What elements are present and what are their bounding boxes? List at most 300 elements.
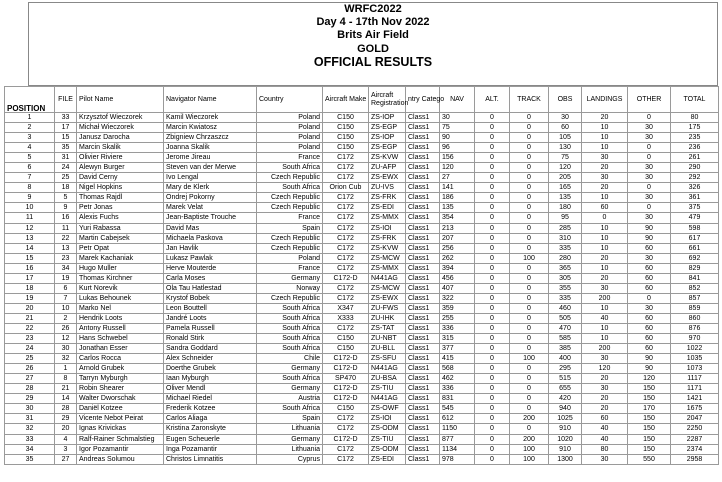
table-row xyxy=(5,313,719,323)
cell-category: Class1 xyxy=(406,384,440,394)
table-row xyxy=(5,303,719,313)
cell-pilot: Petr Opat xyxy=(77,243,164,253)
cell-landings: 30 xyxy=(582,173,628,183)
cell-position: 22 xyxy=(5,323,55,333)
cell-pilot: Tarryn Myburgh xyxy=(77,374,164,384)
cell-track: 100 xyxy=(510,253,549,263)
cell-category: Class1 xyxy=(406,263,440,273)
col-header-country: Country xyxy=(257,87,323,113)
cell-other: 0 xyxy=(628,153,671,163)
cell-navigator: Oliver Mendl xyxy=(164,384,257,394)
cell-track: 0 xyxy=(510,303,549,313)
cell-pilot: Hans Schwebel xyxy=(77,334,164,344)
cell-other: 30 xyxy=(628,193,671,203)
cell-file: 30 xyxy=(55,344,77,354)
cell-alt: 0 xyxy=(475,123,510,133)
cell-track: 200 xyxy=(510,434,549,444)
cell-nav: 568 xyxy=(440,364,475,374)
cell-aircraft-make: SP470 xyxy=(323,374,369,384)
cell-track: 100 xyxy=(510,444,549,454)
cell-total: 2287 xyxy=(671,434,719,444)
cell-category: Class1 xyxy=(406,394,440,404)
cell-country: South Africa xyxy=(257,404,323,414)
cell-nav: 213 xyxy=(440,223,475,233)
cell-registration: ZS-TIU xyxy=(369,434,406,444)
cell-track: 0 xyxy=(510,183,549,193)
cell-aircraft-make: C172 xyxy=(323,213,369,223)
cell-navigator: Carla Moses xyxy=(164,273,257,283)
cell-category: Class1 xyxy=(406,283,440,293)
cell-other: 550 xyxy=(628,454,671,464)
cell-nav: 462 xyxy=(440,374,475,384)
cell-navigator: Ronald Stirk xyxy=(164,334,257,344)
cell-registration: ZU-AFP xyxy=(369,163,406,173)
cell-file: 17 xyxy=(55,123,77,133)
cell-country: Poland xyxy=(257,253,323,263)
cell-obs: 505 xyxy=(549,313,582,323)
cell-other: 90 xyxy=(628,364,671,374)
cell-category: Class1 xyxy=(406,153,440,163)
cell-obs: 365 xyxy=(549,263,582,273)
cell-position: 4 xyxy=(5,143,55,153)
cell-landings: 30 xyxy=(582,153,628,163)
cell-obs: 280 xyxy=(549,253,582,263)
cell-file: 25 xyxy=(55,173,77,183)
cell-pilot: Michał Wieczorek xyxy=(77,123,164,133)
table-row xyxy=(5,153,719,163)
cell-landings: 10 xyxy=(582,323,628,333)
cell-landings: 10 xyxy=(582,223,628,233)
cell-country: South Africa xyxy=(257,313,323,323)
table-row xyxy=(5,434,719,444)
cell-category: Class1 xyxy=(406,253,440,263)
cell-landings: 60 xyxy=(582,203,628,213)
cell-obs: 305 xyxy=(549,273,582,283)
cell-alt: 0 xyxy=(475,133,510,143)
cell-total: 2374 xyxy=(671,444,719,454)
col-header-obs: OBS xyxy=(549,87,582,113)
cell-position: 21 xyxy=(5,313,55,323)
col-header-other: OTHER xyxy=(628,87,671,113)
cell-navigator: David Mas xyxy=(164,223,257,233)
cell-track: 100 xyxy=(510,454,549,464)
cell-category: Class1 xyxy=(406,344,440,354)
table-row xyxy=(5,374,719,384)
cell-nav: 135 xyxy=(440,203,475,213)
cell-alt: 0 xyxy=(475,444,510,454)
cell-obs: 180 xyxy=(549,203,582,213)
cell-file: 12 xyxy=(55,334,77,344)
cell-total: 2958 xyxy=(671,454,719,464)
cell-landings: 10 xyxy=(582,303,628,313)
cell-navigator: Jandré Loots xyxy=(164,313,257,323)
cell-obs: 420 xyxy=(549,394,582,404)
cell-registration: ZS-MCW xyxy=(369,253,406,263)
cell-file: 21 xyxy=(55,384,77,394)
cell-file: 32 xyxy=(55,354,77,364)
cell-position: 32 xyxy=(5,424,55,434)
cell-category: Class1 xyxy=(406,354,440,364)
cell-registration: ZS-SFU xyxy=(369,354,406,364)
cell-total: 236 xyxy=(671,143,719,153)
cell-pilot: Hugo Muller xyxy=(77,263,164,273)
cell-file: 18 xyxy=(55,183,77,193)
cell-track: 0 xyxy=(510,173,549,183)
cell-nav: 186 xyxy=(440,193,475,203)
cell-total: 375 xyxy=(671,203,719,213)
col-header-navigator: Navigator Name xyxy=(164,87,257,113)
cell-registration: ZS-ODM xyxy=(369,444,406,454)
cell-total: 361 xyxy=(671,193,719,203)
cell-other: 0 xyxy=(628,183,671,193)
table-row xyxy=(5,163,719,173)
table-row xyxy=(5,283,719,293)
cell-obs: 295 xyxy=(549,364,582,374)
cell-obs: 335 xyxy=(549,243,582,253)
cell-total: 1117 xyxy=(671,374,719,384)
cell-aircraft-make: Orion Cub xyxy=(323,183,369,193)
cell-pilot: Marko Nel xyxy=(77,303,164,313)
cell-aircraft-make: C172 xyxy=(323,414,369,424)
cell-file: 11 xyxy=(55,223,77,233)
cell-registration: ZS-KVW xyxy=(369,243,406,253)
cell-position: 27 xyxy=(5,374,55,384)
cell-alt: 0 xyxy=(475,323,510,333)
cell-alt: 0 xyxy=(475,223,510,233)
cell-alt: 0 xyxy=(475,243,510,253)
cell-nav: 315 xyxy=(440,334,475,344)
cell-category: Class1 xyxy=(406,213,440,223)
cell-alt: 0 xyxy=(475,173,510,183)
cell-track: 0 xyxy=(510,223,549,233)
table-row xyxy=(5,454,719,464)
cell-pilot: Thomas Rajdl xyxy=(77,193,164,203)
cell-other: 60 xyxy=(628,273,671,283)
cell-category: Class1 xyxy=(406,223,440,233)
cell-nav: 336 xyxy=(440,384,475,394)
cell-country: South Africa xyxy=(257,303,323,313)
cell-nav: 545 xyxy=(440,404,475,414)
cell-total: 2250 xyxy=(671,424,719,434)
cell-obs: 135 xyxy=(549,193,582,203)
cell-obs: 470 xyxy=(549,323,582,333)
cell-country: Chile xyxy=(257,354,323,364)
cell-nav: 831 xyxy=(440,394,475,404)
cell-aircraft-make: C172 xyxy=(323,223,369,233)
cell-aircraft-make: C172 xyxy=(323,263,369,273)
cell-other: 30 xyxy=(628,123,671,133)
cell-country: Czech Republic xyxy=(257,193,323,203)
cell-navigator: Kristina Zaronskyte xyxy=(164,424,257,434)
cell-obs: 910 xyxy=(549,444,582,454)
cell-pilot: Martin Cabejsek xyxy=(77,233,164,243)
cell-other: 0 xyxy=(628,293,671,303)
table-row xyxy=(5,233,719,243)
cell-obs: 1025 xyxy=(549,414,582,424)
cell-country: Cyprus xyxy=(257,454,323,464)
cell-obs: 310 xyxy=(549,233,582,243)
cell-obs: 30 xyxy=(549,113,582,123)
cell-navigator: Jerome Jireau xyxy=(164,153,257,163)
cell-alt: 0 xyxy=(475,163,510,173)
cell-pilot: Kurt Norevik xyxy=(77,283,164,293)
cell-aircraft-make: C172 xyxy=(323,323,369,333)
cell-landings: 10 xyxy=(582,133,628,143)
cell-position: 19 xyxy=(5,293,55,303)
cell-obs: 205 xyxy=(549,173,582,183)
cell-track: 0 xyxy=(510,263,549,273)
cell-total: 661 xyxy=(671,243,719,253)
cell-navigator: Ondrej Pokorny xyxy=(164,193,257,203)
cell-track: 0 xyxy=(510,424,549,434)
cell-nav: 322 xyxy=(440,293,475,303)
cell-obs: 585 xyxy=(549,334,582,344)
cell-nav: 415 xyxy=(440,354,475,364)
table-row xyxy=(5,253,719,263)
cell-alt: 0 xyxy=(475,273,510,283)
cell-other: 90 xyxy=(628,354,671,364)
cell-pilot: Marek Kachaniak xyxy=(77,253,164,263)
cell-nav: 156 xyxy=(440,153,475,163)
cell-alt: 0 xyxy=(475,183,510,193)
cell-category: Class1 xyxy=(406,414,440,424)
cell-aircraft-make: C150 xyxy=(323,133,369,143)
event-class: GOLD xyxy=(357,42,389,55)
cell-aircraft-make: C172-D xyxy=(323,354,369,364)
cell-navigator: Michael Riedel xyxy=(164,394,257,404)
cell-total: 857 xyxy=(671,293,719,303)
cell-aircraft-make: C172-D xyxy=(323,434,369,444)
cell-aircraft-make: C150 xyxy=(323,404,369,414)
cell-other: 90 xyxy=(628,223,671,233)
cell-file: 3 xyxy=(55,444,77,454)
event-day: Day 4 - 17th Nov 2022 xyxy=(316,16,430,29)
cell-alt: 0 xyxy=(475,344,510,354)
cell-aircraft-make: C172 xyxy=(323,253,369,263)
cell-file: 7 xyxy=(55,293,77,303)
cell-total: 970 xyxy=(671,334,719,344)
table-row xyxy=(5,293,719,303)
cell-aircraft-make: C172-D xyxy=(323,384,369,394)
cell-total: 692 xyxy=(671,253,719,263)
cell-track: 0 xyxy=(510,364,549,374)
cell-position: 23 xyxy=(5,334,55,344)
table-row xyxy=(5,344,719,354)
cell-registration: ZS-IOP xyxy=(369,133,406,143)
cell-registration: ZS-IOP xyxy=(369,113,406,123)
cell-position: 1 xyxy=(5,113,55,123)
cell-obs: 95 xyxy=(549,213,582,223)
col-header-aircraft-make: Aircraft Make xyxy=(323,87,369,113)
cell-obs: 655 xyxy=(549,384,582,394)
cell-registration: ZS-EGP xyxy=(369,143,406,153)
table-header-row xyxy=(5,87,719,113)
cell-landings: 10 xyxy=(582,123,628,133)
cell-other: 150 xyxy=(628,434,671,444)
cell-track: 0 xyxy=(510,313,549,323)
cell-file: 10 xyxy=(55,303,77,313)
table-row xyxy=(5,173,719,183)
cell-landings: 20 xyxy=(582,273,628,283)
cell-total: 1073 xyxy=(671,364,719,374)
results-header xyxy=(28,2,718,86)
cell-aircraft-make: C172 xyxy=(323,454,369,464)
cell-other: 120 xyxy=(628,374,671,384)
col-header-track: TRACK xyxy=(510,87,549,113)
col-header-landings: LANDINGS xyxy=(582,87,628,113)
cell-alt: 0 xyxy=(475,213,510,223)
cell-position: 29 xyxy=(5,394,55,404)
cell-pilot: Hendrik Loots xyxy=(77,313,164,323)
cell-aircraft-make: C150 xyxy=(323,334,369,344)
cell-position: 3 xyxy=(5,133,55,143)
cell-track: 0 xyxy=(510,293,549,303)
cell-country: Poland xyxy=(257,133,323,143)
cell-country: South Africa xyxy=(257,344,323,354)
cell-registration: ZS-EWX xyxy=(369,293,406,303)
cell-landings: 30 xyxy=(582,354,628,364)
cell-aircraft-make: C150 xyxy=(323,143,369,153)
cell-obs: 120 xyxy=(549,163,582,173)
cell-aircraft-make: X347 xyxy=(323,303,369,313)
cell-obs: 1300 xyxy=(549,454,582,464)
cell-category: Class1 xyxy=(406,113,440,123)
table-row xyxy=(5,123,719,133)
cell-other: 150 xyxy=(628,444,671,454)
cell-country: South Africa xyxy=(257,334,323,344)
cell-category: Class1 xyxy=(406,123,440,133)
cell-landings: 40 xyxy=(582,424,628,434)
cell-navigator: Jan Havlik xyxy=(164,243,257,253)
cell-file: 35 xyxy=(55,143,77,153)
cell-position: 14 xyxy=(5,243,55,253)
cell-obs: 400 xyxy=(549,354,582,364)
table-row xyxy=(5,414,719,424)
cell-landings: 20 xyxy=(582,253,628,263)
table-row xyxy=(5,394,719,404)
cell-country: Lithuania xyxy=(257,424,323,434)
cell-country: Spain xyxy=(257,223,323,233)
cell-registration: N441AG xyxy=(369,394,406,404)
cell-landings: 20 xyxy=(582,163,628,173)
cell-country: Czech Republic xyxy=(257,173,323,183)
cell-registration: ZS-MMX xyxy=(369,213,406,223)
cell-file: 20 xyxy=(55,424,77,434)
cell-track: 0 xyxy=(510,233,549,243)
cell-total: 175 xyxy=(671,123,719,133)
cell-other: 150 xyxy=(628,384,671,394)
cell-obs: 60 xyxy=(549,123,582,133)
cell-obs: 385 xyxy=(549,344,582,354)
cell-pilot: Thomas Kirchner xyxy=(77,273,164,283)
cell-alt: 0 xyxy=(475,364,510,374)
table-row xyxy=(5,444,719,454)
cell-nav: 27 xyxy=(440,173,475,183)
table-row xyxy=(5,364,719,374)
cell-total: 1675 xyxy=(671,404,719,414)
cell-alt: 0 xyxy=(475,313,510,323)
cell-track: 100 xyxy=(510,354,549,364)
cell-nav: 30 xyxy=(440,113,475,123)
cell-obs: 355 xyxy=(549,283,582,293)
cell-track: 0 xyxy=(510,113,549,123)
cell-aircraft-make: C172 xyxy=(323,424,369,434)
cell-aircraft-make: C172 xyxy=(323,193,369,203)
col-header-nav: NAV xyxy=(440,87,475,113)
cell-landings: 120 xyxy=(582,364,628,374)
cell-alt: 0 xyxy=(475,263,510,273)
cell-nav: 1134 xyxy=(440,444,475,454)
cell-alt: 0 xyxy=(475,143,510,153)
cell-file: 34 xyxy=(55,263,77,273)
cell-file: 24 xyxy=(55,163,77,173)
cell-navigator: Lukasz Pawlak xyxy=(164,253,257,263)
cell-category: Class1 xyxy=(406,163,440,173)
cell-country: Germany xyxy=(257,384,323,394)
cell-pilot: Andreas Solumou xyxy=(77,454,164,464)
cell-aircraft-make: C150 xyxy=(323,123,369,133)
cell-aircraft-make: C172 xyxy=(323,233,369,243)
table-row xyxy=(5,424,719,434)
cell-pilot: Robin Shearer xyxy=(77,384,164,394)
cell-total: 292 xyxy=(671,173,719,183)
cell-navigator: Sandra Goddard xyxy=(164,344,257,354)
cell-pilot: Jonathan Esser xyxy=(77,344,164,354)
cell-registration: ZS-FRK xyxy=(369,193,406,203)
cell-file: 14 xyxy=(55,394,77,404)
cell-alt: 0 xyxy=(475,233,510,243)
cell-file: 31 xyxy=(55,153,77,163)
cell-other: 150 xyxy=(628,414,671,424)
cell-alt: 0 xyxy=(475,153,510,163)
cell-obs: 910 xyxy=(549,424,582,434)
cell-pilot: Vicente Nebot Peirat xyxy=(77,414,164,424)
cell-country: Czech Republic xyxy=(257,233,323,243)
cell-navigator: Eugen Scheuerle xyxy=(164,434,257,444)
cell-navigator: Iaan Myburgh xyxy=(164,374,257,384)
cell-position: 25 xyxy=(5,354,55,364)
cell-country: South Africa xyxy=(257,183,323,193)
cell-country: France xyxy=(257,263,323,273)
cell-total: 80 xyxy=(671,113,719,123)
cell-aircraft-make: C172-D xyxy=(323,364,369,374)
cell-file: 33 xyxy=(55,113,77,123)
cell-alt: 0 xyxy=(475,434,510,444)
cell-alt: 0 xyxy=(475,424,510,434)
cell-position: 7 xyxy=(5,173,55,183)
cell-total: 326 xyxy=(671,183,719,193)
cell-registration: ZS-MCW xyxy=(369,283,406,293)
table-row xyxy=(5,334,719,344)
cell-total: 860 xyxy=(671,313,719,323)
results-title: OFFICIAL RESULTS xyxy=(313,54,433,69)
cell-aircraft-make: C172 xyxy=(323,203,369,213)
cell-country: Spain xyxy=(257,414,323,424)
cell-landings: 20 xyxy=(582,394,628,404)
cell-file: 8 xyxy=(55,374,77,384)
cell-position: 26 xyxy=(5,364,55,374)
cell-position: 2 xyxy=(5,123,55,133)
cell-position: 6 xyxy=(5,163,55,173)
cell-other: 60 xyxy=(628,283,671,293)
cell-nav: 1150 xyxy=(440,424,475,434)
cell-registration: ZS-OWF xyxy=(369,404,406,414)
cell-country: Czech Republic xyxy=(257,293,323,303)
cell-navigator: Alex Schneider xyxy=(164,354,257,364)
col-header-alt: ALT. xyxy=(475,87,510,113)
cell-file: 1 xyxy=(55,364,77,374)
cell-obs: 105 xyxy=(549,133,582,143)
